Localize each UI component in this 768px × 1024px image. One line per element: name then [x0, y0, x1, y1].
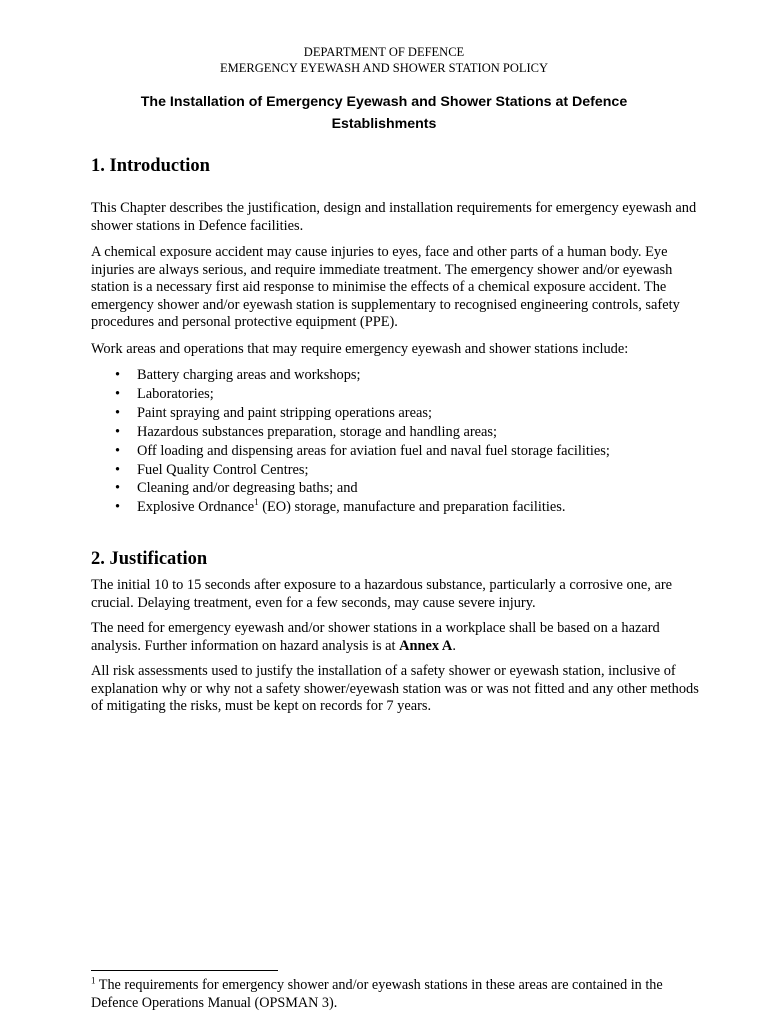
annex-a-reference: Annex A — [399, 637, 453, 654]
list-item — [91, 461, 711, 480]
list-item — [91, 404, 711, 423]
list-item-text: Off loading and dispensing areas for aviation fuel and naval fuel storage facilities; — [137, 442, 610, 459]
work-areas-list — [91, 366, 711, 517]
list-item-text: Battery charging areas and workshops; — [137, 367, 361, 383]
list-item — [91, 479, 711, 498]
bullet-icon: • — [115, 442, 121, 459]
list-item-text-after: (EO) storage, manufacture and preparation facilities. — [258, 499, 566, 516]
justification-paragraph-2-end: . — [452, 637, 456, 654]
list-item — [91, 423, 711, 442]
justification-paragraph-2 — [91, 620, 711, 655]
list-item-text-before: Explosive Ordnance — [137, 499, 255, 516]
list-item-text: Hazardous substances preparation, storage and handling areas; — [137, 423, 498, 440]
justification-paragraph-2-text: The need for emergency eyewash and/or shower stations in a workplace shall be based on a hazard analysis. Further information on hazard analysis is at — [91, 620, 660, 654]
list-item-text: Cleaning and/or degreasing baths; and — [137, 480, 358, 497]
department-header: DEPARTMENT OF DEFENCE — [303, 45, 465, 59]
policy-header: EMERGENCY EYEWASH AND SHOWER STATION POLICY — [219, 61, 549, 75]
list-item — [91, 442, 711, 461]
footnote-number: 1 — [91, 975, 96, 986]
bullet-icon: • — [115, 461, 121, 478]
bullet-icon: • — [115, 499, 121, 516]
intro-paragraph-3: Work areas and operations that may require emergency eyewash and shower stations include: — [91, 341, 629, 357]
footnote-divider — [91, 970, 278, 971]
list-item-text: Paint spraying and paint stripping operations areas; — [137, 404, 432, 421]
bullet-icon: • — [115, 404, 121, 421]
footnote — [91, 976, 711, 1012]
list-item — [91, 366, 711, 385]
section-heading-justification: 2. Justification — [91, 549, 208, 569]
bullet-icon: • — [115, 480, 121, 497]
section-heading-introduction: 1. Introduction — [91, 156, 210, 176]
list-item-text: Laboratories; — [137, 385, 214, 402]
footnote-text: The requirements for emergency shower and/or eyewash stations in these areas are contained in the Defence Operations Manual (OPSMAN 3). — [91, 977, 663, 1011]
list-item — [91, 498, 711, 517]
footnote-reference[interactable]: 1 — [254, 497, 259, 508]
bullet-icon: • — [115, 367, 121, 383]
intro-paragraph-2: A chemical exposure accident may cause injuries to eyes, face and other parts of a human body. Eye injuries are always serious, and require immediate treatment. The emergency shower and/or eyewash station is a necessary first aid response to minimise the effects of a chemical exposure accident. The emergency shower and/or eyewash station is supplementary to recognised engineering controls, safety procedures and personal protective equipment (PPE). — [91, 244, 680, 331]
document-title: The Installation of Emergency Eyewash and Shower Stations at Defence Establishments — [140, 94, 628, 132]
justification-paragraph-1: The initial 10 to 15 seconds after exposure to a hazardous substance, particularly a corrosive one, are crucial. Delaying treatment, even for a few seconds, may cause severe injury. — [91, 577, 673, 611]
bullet-icon: • — [115, 423, 121, 440]
justification-paragraph-3: All risk assessments used to justify the installation of a safety shower or eyewash station, inclusive of explanation why or why not a safety shower/eyewash station was or was not fitted and any other methods of mitigating the risks, must be kept on records for 7 years. — [91, 663, 699, 715]
intro-paragraph-1: This Chapter describes the justification, design and installation requirements for emergency eyewash and shower stations in Defence facilities. — [91, 200, 697, 234]
bullet-icon: • — [115, 385, 121, 402]
list-item — [91, 385, 711, 404]
list-item-text: Fuel Quality Control Centres; — [137, 461, 309, 478]
